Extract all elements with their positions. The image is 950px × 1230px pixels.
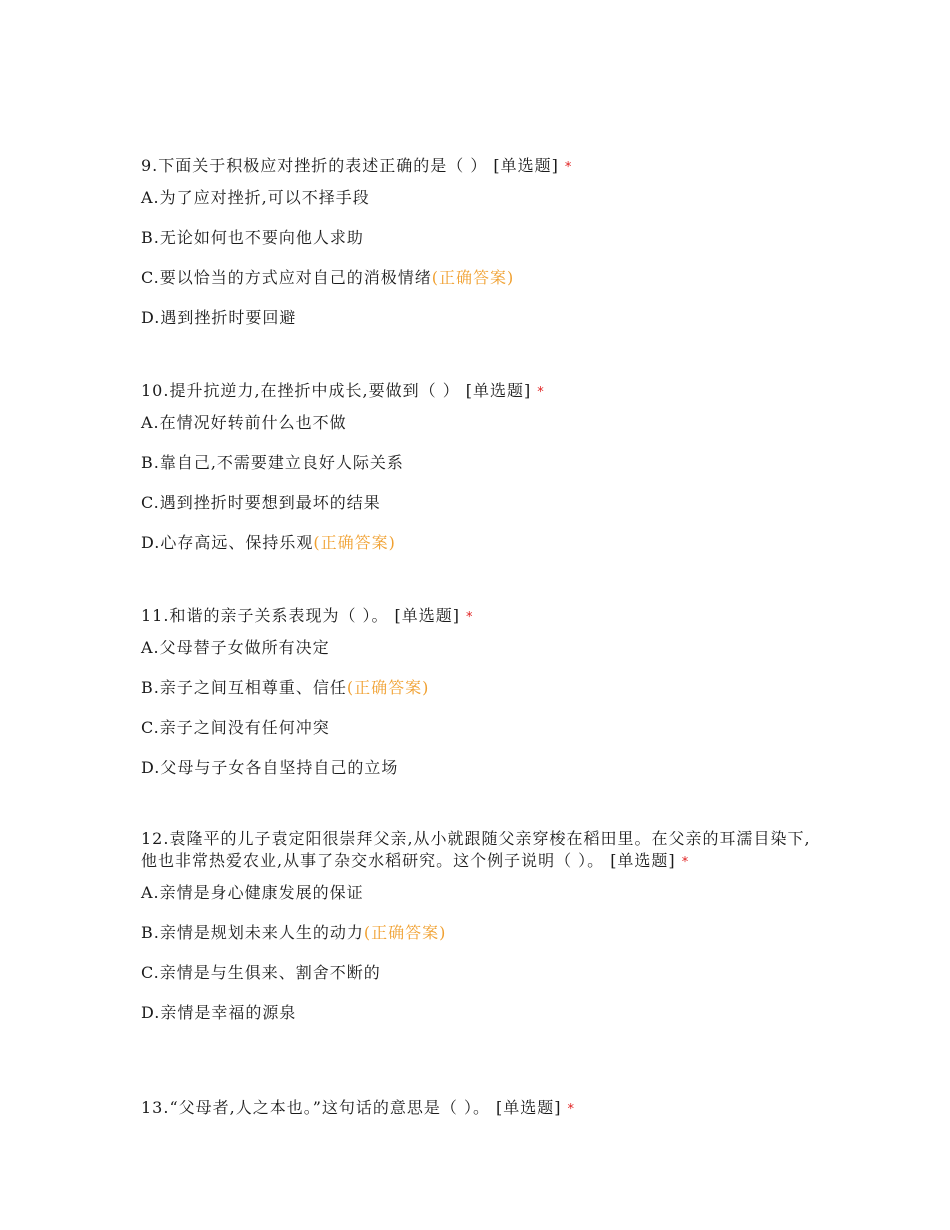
option-b — [141, 922, 821, 962]
question-text: 11.和谐的亲子关系表现为（ ）。 — [141, 606, 389, 625]
option-text: A.在情况好转前什么也不做 — [141, 413, 347, 432]
question-10 — [141, 380, 821, 572]
option-c — [141, 962, 821, 1002]
option-text: D.亲情是幸福的源泉 — [141, 1003, 297, 1022]
question-title — [141, 1097, 821, 1121]
option-text: D.遇到挫折时要回避 — [141, 308, 297, 327]
option-text: A.为了应对挫折,可以不择手段 — [141, 188, 370, 207]
question-text: 13.“父母者,人之本也。”这句话的意思是（ ）。 — [141, 1098, 490, 1117]
correct-answer-label: (正确答案) — [431, 268, 515, 287]
required-marker: * — [564, 160, 573, 175]
question-title — [141, 155, 821, 179]
option-text: D.心存高远、保持乐观 — [141, 533, 314, 552]
option-text: C.亲情是与生俱来、割舍不断的 — [141, 963, 381, 982]
required-marker: * — [466, 610, 474, 625]
question-9 — [141, 155, 821, 347]
correct-answer-label: (正确答案) — [313, 533, 396, 552]
option-b — [141, 677, 821, 717]
question-title — [141, 605, 821, 629]
option-text: A.父母替子女做所有决定 — [141, 638, 330, 657]
question-11 — [141, 605, 821, 797]
question-title — [141, 828, 821, 874]
option-a — [141, 637, 821, 677]
option-a — [141, 882, 821, 922]
question-13 — [141, 1097, 821, 1129]
question-text: 9.下面关于积极应对挫折的表述正确的是（ ） — [141, 156, 488, 175]
option-c — [141, 717, 821, 757]
question-type-label: [单选题] — [493, 156, 559, 175]
question-text: 12.袁隆平的儿子袁定阳很崇拜父亲,从小就跟随父亲穿梭在稻田里。在父亲的耳濡目染下,他也非常热爱农业,从事了杂交水稻研究。这个例子说明（ ）。 — [141, 829, 811, 870]
option-text: A.亲情是身心健康发展的保证 — [141, 883, 364, 902]
correct-answer-label: (正确答案) — [363, 923, 447, 942]
question-12 — [141, 828, 821, 1042]
question-text: 10.提升抗逆力,在挫折中成长,要做到（ ） — [141, 381, 460, 400]
option-c — [141, 492, 821, 532]
required-marker: * — [537, 385, 545, 400]
option-text: B.亲子之间互相尊重、信任 — [141, 678, 347, 697]
option-d — [141, 757, 821, 797]
option-b — [141, 452, 821, 492]
option-d — [141, 307, 821, 347]
option-a — [141, 412, 821, 452]
option-b — [141, 227, 821, 267]
question-type-label: [单选题] — [394, 606, 461, 625]
required-marker: * — [567, 1102, 575, 1117]
option-text: D.父母与子女各自坚持自己的立场 — [141, 758, 399, 777]
option-text: B.无论如何也不要向他人求助 — [141, 228, 364, 247]
option-text: B.亲情是规划未来人生的动力 — [141, 923, 364, 942]
option-text: C.遇到挫折时要想到最坏的结果 — [141, 493, 381, 512]
correct-answer-label: (正确答案) — [346, 678, 430, 697]
question-title — [141, 380, 821, 404]
option-text: C.亲子之间没有任何冲突 — [141, 718, 330, 737]
option-text: B.靠自己,不需要建立良好人际关系 — [141, 453, 404, 472]
option-c — [141, 267, 821, 307]
question-type-label: [单选题] — [465, 381, 532, 400]
question-type-label: [单选题] — [495, 1098, 562, 1117]
option-d — [141, 532, 821, 572]
option-text: C.要以恰当的方式应对自己的消极情绪 — [141, 268, 432, 287]
option-d — [141, 1002, 821, 1042]
required-marker: * — [681, 855, 690, 870]
question-type-label: [单选题] — [610, 851, 676, 870]
option-a — [141, 187, 821, 227]
